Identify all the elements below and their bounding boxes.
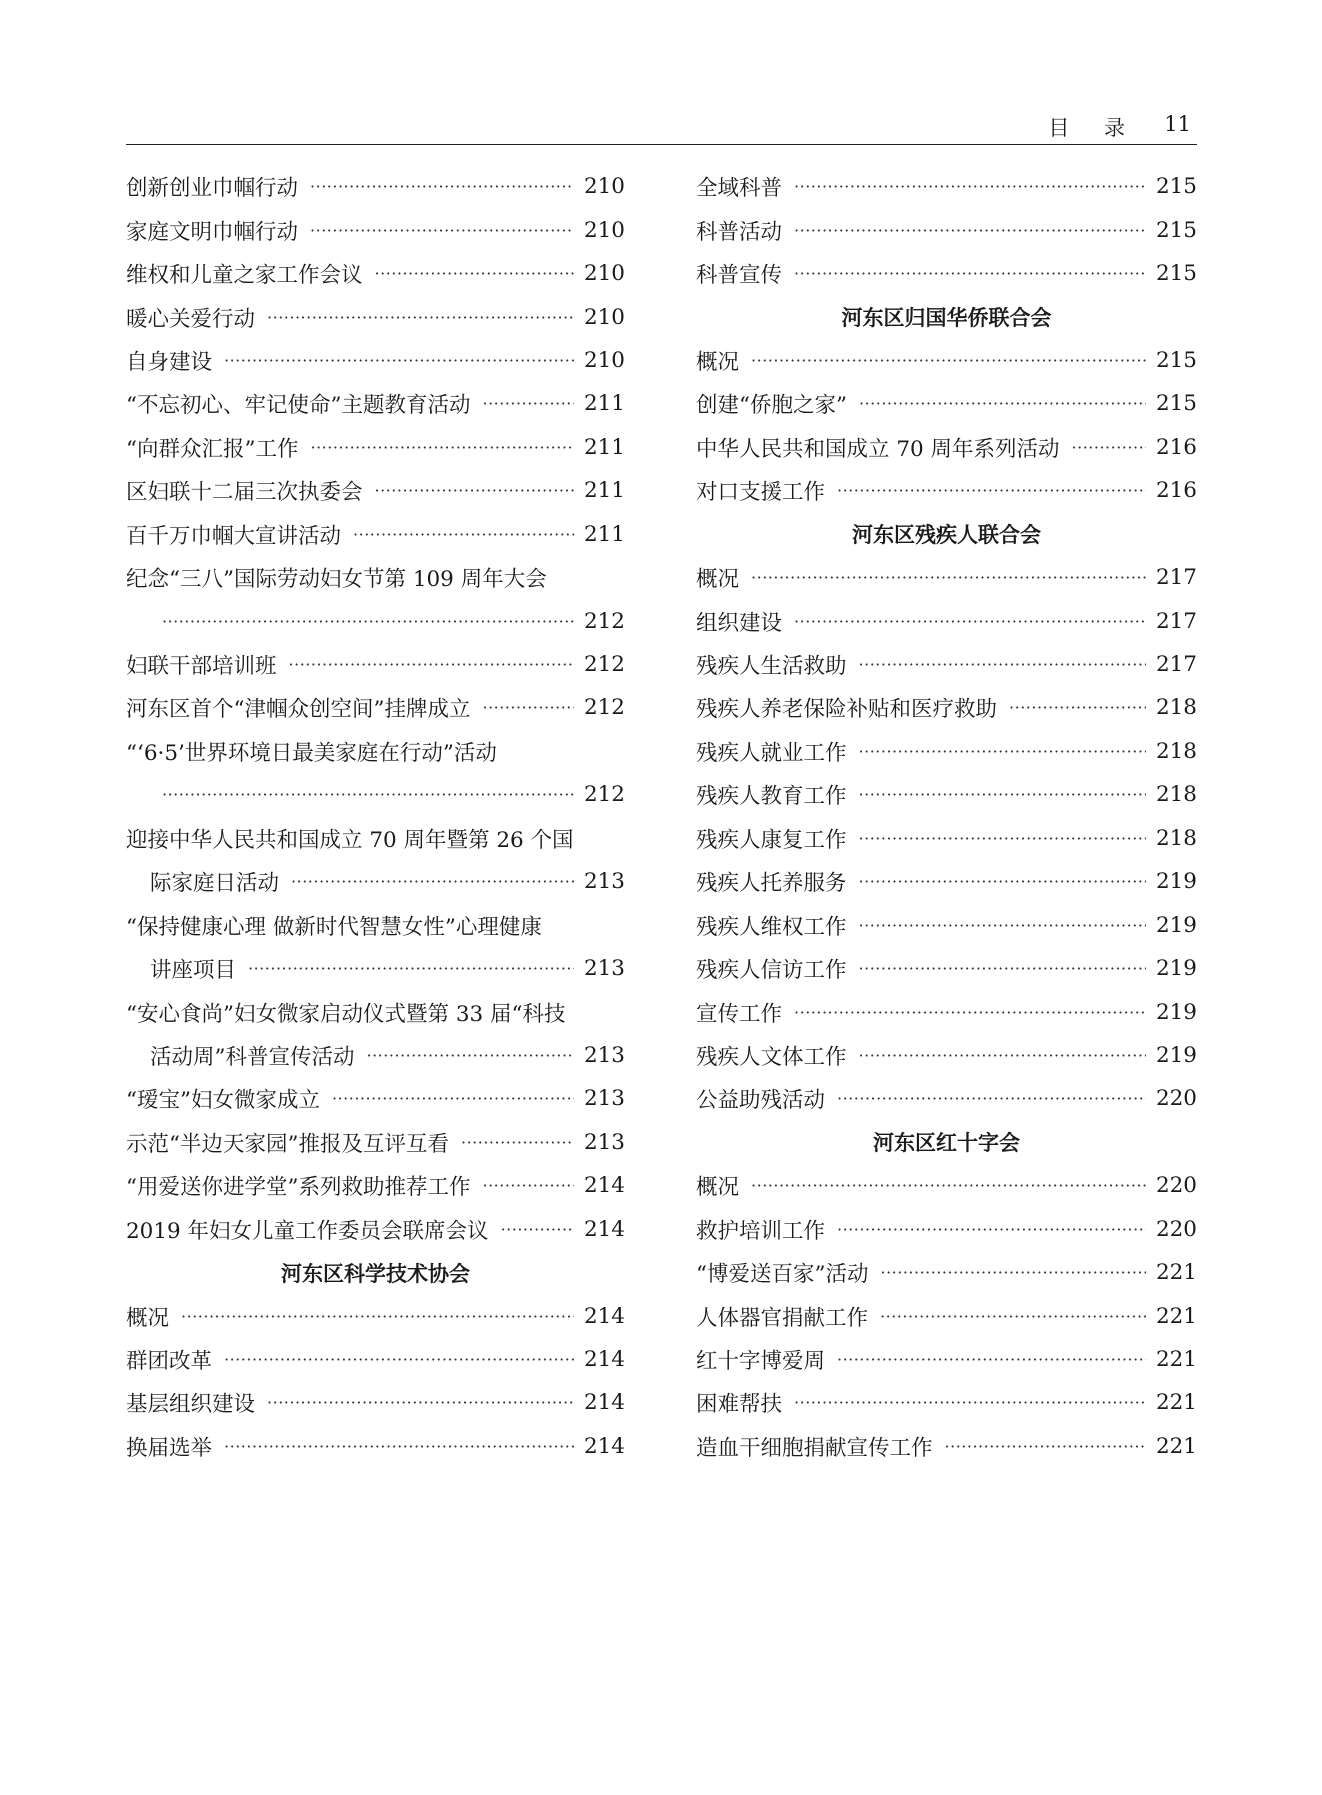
toc-entry[interactable] (126, 1381, 625, 1424)
toc-entry-title: 概况 (696, 567, 740, 593)
toc-page-number: 221 (1155, 1303, 1197, 1329)
toc-entry[interactable] (126, 382, 625, 425)
toc-page-number: 210 (583, 304, 625, 330)
toc-page-number: 215 (1155, 261, 1197, 287)
dot-leader (375, 264, 574, 283)
toc-entry[interactable] (126, 513, 625, 556)
dot-leader (332, 1089, 574, 1108)
toc-page-number: 219 (1155, 999, 1197, 1025)
toc-entry-title: 残疾人就业工作 (696, 740, 847, 766)
dot-leader (794, 1003, 1146, 1022)
toc-page-number: 215 (1155, 347, 1197, 373)
toc-entry-title: 残疾人信访工作 (696, 958, 847, 984)
toc-entry-title: 残疾人文体工作 (696, 1044, 847, 1070)
toc-page-number: 217 (1155, 565, 1197, 591)
header-page-number: 11 (1164, 112, 1191, 136)
toc-entry-title: 残疾人托养服务 (696, 871, 847, 897)
dot-leader (859, 742, 1146, 761)
toc-entry[interactable] (696, 426, 1197, 469)
toc-entry-title: 残疾人养老保险补贴和医疗救助 (696, 697, 998, 723)
toc-entry[interactable] (696, 1294, 1197, 1337)
toc-page-number: 217 (1155, 608, 1197, 634)
toc-entry-title: 全域科普 (696, 176, 783, 202)
toc-page-number: 210 (583, 347, 625, 373)
toc-page-number: 221 (1155, 1260, 1197, 1286)
toc-entry[interactable] (126, 295, 625, 338)
toc-entry[interactable] (126, 1425, 625, 1468)
toc-entry[interactable] (696, 686, 1197, 729)
toc-entry[interactable] (126, 1338, 625, 1381)
toc-column-right (696, 165, 1197, 1468)
toc-entry-title: 残疾人生活救助 (696, 654, 847, 680)
toc-entry-first-line[interactable] (126, 730, 625, 773)
toc-entry-title: 暖心关爱行动 (126, 306, 256, 332)
toc-page-number: 210 (583, 217, 625, 243)
dot-leader (1072, 438, 1146, 457)
dot-leader (859, 829, 1146, 848)
toc-entry-title: “保持健康心理 做新时代智慧女性”心理健康 (126, 914, 542, 940)
dot-leader (483, 1176, 574, 1195)
toc-section-heading (696, 295, 1197, 338)
toc-entry-title: “向群众汇报”工作 (126, 436, 299, 462)
dot-leader (794, 264, 1146, 283)
dot-leader (859, 655, 1146, 674)
toc-entry-title: 科普活动 (696, 219, 783, 245)
dot-leader (859, 959, 1146, 978)
toc-entry[interactable] (696, 990, 1197, 1033)
dot-leader (880, 1307, 1146, 1326)
toc-entry-title: 创新创业巾帼行动 (126, 176, 299, 202)
toc-page-number: 214 (583, 1433, 625, 1459)
section-title: 河东区归国华侨联合会 (841, 306, 1052, 331)
toc-entry[interactable] (696, 817, 1197, 860)
dot-leader (267, 1393, 574, 1412)
toc-entry-title: 迎接中华人民共和国成立 70 周年暨第 26 个国 (126, 827, 574, 853)
toc-entry[interactable] (696, 1208, 1197, 1251)
dot-leader (501, 1220, 574, 1239)
toc-entry[interactable] (126, 165, 625, 208)
dot-leader (859, 785, 1146, 804)
toc-entry[interactable] (126, 1121, 625, 1164)
toc-entry[interactable] (126, 469, 625, 512)
toc-page-number: 218 (1155, 825, 1197, 851)
toc-entry[interactable] (696, 165, 1197, 208)
toc-entry-title: “博爱送百家”活动 (696, 1262, 869, 1288)
toc-page-number: 221 (1155, 1347, 1197, 1373)
dot-leader (837, 1350, 1146, 1369)
dot-leader (461, 1133, 574, 1152)
dot-leader (310, 438, 573, 457)
toc-page-number: 211 (583, 391, 625, 417)
toc-entry-title: 2019 年妇女儿童工作委员会联席会议 (126, 1218, 489, 1244)
toc-entry-title: 纪念“三八”国际劳动妇女节第 109 周年大会 (126, 567, 547, 593)
page-header (126, 100, 1197, 145)
dot-leader (224, 1437, 574, 1456)
toc-section-heading (696, 1121, 1197, 1164)
dot-leader (880, 1263, 1145, 1282)
toc-page-number: 210 (583, 174, 625, 200)
toc-entry[interactable] (696, 339, 1197, 382)
dot-leader (794, 221, 1146, 240)
dot-leader (751, 1176, 1146, 1195)
dot-leader (483, 394, 574, 413)
dot-leader (794, 1393, 1146, 1412)
toc-page-number: 220 (1155, 1173, 1197, 1199)
section-title: 河东区残疾人联合会 (852, 523, 1041, 548)
toc-entry-title: 活动周”科普宣传活动 (150, 1044, 355, 1070)
toc-entry[interactable] (696, 1251, 1197, 1294)
toc-page-number: 214 (583, 1173, 625, 1199)
toc-entry[interactable] (696, 1338, 1197, 1381)
dot-leader (859, 394, 1146, 413)
dot-leader (837, 1220, 1146, 1239)
toc-entry[interactable] (696, 1381, 1197, 1424)
toc-entry-title: 组织建设 (696, 610, 783, 636)
toc-entry-title: 对口支援工作 (696, 480, 826, 506)
toc-entry-title: 公益助残活动 (696, 1088, 826, 1114)
toc-entry-first-line[interactable] (126, 990, 625, 1033)
toc-page-number: 211 (583, 521, 625, 547)
toc-entry[interactable] (696, 1077, 1197, 1120)
toc-entry[interactable] (696, 382, 1197, 425)
toc-entry-title: 困难帮扶 (696, 1392, 783, 1418)
toc-entry[interactable] (696, 730, 1197, 773)
toc-entry[interactable] (126, 252, 625, 295)
toc-entry-title: 创建“侨胞之家” (696, 393, 847, 419)
header-title: 目 录 (1048, 116, 1139, 140)
toc-entry[interactable] (126, 1034, 625, 1077)
toc-entry[interactable] (696, 556, 1197, 599)
toc-entry-title: 救护培训工作 (696, 1218, 826, 1244)
toc-entry[interactable] (696, 903, 1197, 946)
dot-leader (837, 1089, 1146, 1108)
toc-entry-title: 中华人民共和国成立 70 周年系列活动 (696, 436, 1060, 462)
toc-entry-title: “瑷宝”妇女微家成立 (126, 1088, 320, 1114)
toc-entry[interactable] (126, 1077, 625, 1120)
toc-entry[interactable] (126, 208, 625, 251)
toc-entry[interactable] (126, 1208, 625, 1251)
toc-entry-title: “‘6·5’世界环境日最美家庭在行动”活动 (126, 740, 497, 766)
dot-leader (289, 655, 574, 674)
dot-leader (483, 698, 574, 717)
toc-page-number: 213 (583, 956, 625, 982)
toc-entry-title: 讲座项目 (150, 958, 237, 984)
toc-page-number: 212 (583, 695, 625, 721)
toc-entry-first-line[interactable] (126, 556, 625, 599)
toc-entry[interactable] (126, 426, 625, 469)
toc-page-number: 218 (1155, 738, 1197, 764)
toc-entry-title: 科普宣传 (696, 263, 783, 289)
toc-entry-title: 概况 (126, 1305, 170, 1331)
toc-page-number: 216 (1155, 478, 1197, 504)
toc-page-number: 212 (583, 782, 625, 808)
dot-leader (794, 177, 1146, 196)
toc-entry[interactable] (696, 947, 1197, 990)
toc-page-number: 215 (1155, 391, 1197, 417)
dot-leader (751, 351, 1146, 370)
toc-entry-first-line[interactable] (126, 817, 625, 860)
section-title: 河东区科学技术协会 (281, 1261, 470, 1286)
dot-leader (375, 481, 574, 500)
toc-entry-title: 概况 (696, 1175, 740, 1201)
toc-page-number: 217 (1155, 652, 1197, 678)
toc-entry[interactable] (126, 860, 625, 903)
toc-page-number: 212 (583, 652, 625, 678)
toc-entry-title: “安心食尚”妇女微家启动仪式暨第 33 届“科技 (126, 1001, 566, 1027)
section-title: 河东区红十字会 (873, 1131, 1020, 1156)
toc-entry[interactable] (126, 643, 625, 686)
dot-leader (310, 221, 574, 240)
toc-page-number: 213 (583, 869, 625, 895)
toc-entry-title: 概况 (696, 349, 740, 375)
toc-entry-title: 示范“半边天家园”推报及互评互看 (126, 1131, 449, 1157)
dot-leader (859, 916, 1146, 935)
dot-leader (837, 481, 1146, 500)
toc-entry-title: 基层组织建设 (126, 1392, 256, 1418)
toc-page-number: 214 (583, 1347, 625, 1373)
dot-leader (162, 785, 574, 804)
toc-entry-title: 造血干细胞捐献宣传工作 (696, 1435, 933, 1461)
toc-entry[interactable] (696, 773, 1197, 816)
toc-entry[interactable] (126, 339, 625, 382)
toc-entry-title: 百千万巾帼大宣讲活动 (126, 523, 342, 549)
toc-entry[interactable] (696, 469, 1197, 512)
toc-entry-title: 区妇联十二届三次执委会 (126, 480, 363, 506)
toc-page-number: 211 (583, 478, 625, 504)
toc-entry[interactable] (126, 1164, 625, 1207)
dot-leader (248, 959, 574, 978)
toc-entry-title: 换届选举 (126, 1435, 213, 1461)
toc-entry[interactable] (696, 1164, 1197, 1207)
toc-entry[interactable] (126, 686, 625, 729)
toc-column-left (126, 165, 625, 1468)
dot-leader (859, 872, 1146, 891)
toc-entry[interactable] (696, 1425, 1197, 1468)
toc-entry-title: 维权和儿童之家工作会议 (126, 263, 363, 289)
toc-page-number: 221 (1155, 1433, 1197, 1459)
toc-entry-title: 宣传工作 (696, 1001, 783, 1027)
dot-leader (353, 525, 574, 544)
toc-entry-title: 红十字博爱周 (696, 1349, 826, 1375)
toc-entry[interactable] (126, 773, 625, 816)
dot-leader (1009, 698, 1146, 717)
toc-entry[interactable] (126, 947, 625, 990)
toc-entry-first-line[interactable] (126, 903, 625, 946)
toc-entry-title: 妇联干部培训班 (126, 654, 277, 680)
dot-leader (162, 612, 574, 631)
dot-leader (859, 1046, 1146, 1065)
dot-leader (367, 1046, 574, 1065)
toc-page-number: 210 (583, 261, 625, 287)
toc-entry-title: “用爱送你进学堂”系列救助推荐工作 (126, 1175, 471, 1201)
toc-entry-title: “不忘初心、牢记使命”主题教育活动 (126, 393, 471, 419)
toc-page-number: 220 (1155, 1216, 1197, 1242)
toc-entry[interactable] (696, 252, 1197, 295)
dot-leader (181, 1307, 574, 1326)
toc-page-number: 219 (1155, 956, 1197, 982)
toc-entry[interactable] (696, 1034, 1197, 1077)
toc-entry-title: 河东区首个“津帼众创空间”挂牌成立 (126, 697, 471, 723)
toc-page-number: 219 (1155, 869, 1197, 895)
toc-entry-title: 残疾人维权工作 (696, 914, 847, 940)
dot-leader (945, 1437, 1146, 1456)
toc-entry-title: 际家庭日活动 (150, 871, 280, 897)
toc-page-number: 219 (1155, 1042, 1197, 1068)
toc-entry[interactable] (696, 860, 1197, 903)
toc-entry[interactable] (696, 643, 1197, 686)
toc-page-number: 214 (583, 1216, 625, 1242)
dot-leader (310, 177, 574, 196)
toc-page-number: 215 (1155, 217, 1197, 243)
toc-page-number: 215 (1155, 174, 1197, 200)
toc-page-number: 214 (583, 1303, 625, 1329)
dot-leader (751, 568, 1146, 587)
dot-leader (267, 308, 574, 327)
toc-entry-title: 人体器官捐献工作 (696, 1305, 869, 1331)
toc-page-number: 214 (583, 1390, 625, 1416)
toc-entry-title: 残疾人教育工作 (696, 784, 847, 810)
toc-page-number: 216 (1155, 434, 1197, 460)
dot-leader (794, 612, 1146, 631)
dot-leader (224, 351, 574, 370)
toc-entry-title: 群团改革 (126, 1349, 213, 1375)
toc-page-number: 220 (1155, 1086, 1197, 1112)
toc-page-number: 212 (583, 608, 625, 634)
toc-page-number: 213 (583, 1129, 625, 1155)
toc-entry[interactable] (126, 1294, 625, 1337)
toc-page-number: 213 (583, 1042, 625, 1068)
toc-entry[interactable] (126, 599, 625, 642)
toc-page-number: 213 (583, 1086, 625, 1112)
dot-leader (224, 1350, 574, 1369)
toc-entry-title: 自身建设 (126, 349, 213, 375)
toc-page-number: 218 (1155, 695, 1197, 721)
dot-leader (291, 872, 574, 891)
toc-page-number: 211 (583, 434, 625, 460)
toc-entry[interactable] (696, 599, 1197, 642)
toc-section-heading (696, 513, 1197, 556)
toc-page-number: 221 (1155, 1390, 1197, 1416)
toc-page-number: 218 (1155, 782, 1197, 808)
toc-entry[interactable] (696, 208, 1197, 251)
toc-section-heading (126, 1251, 625, 1294)
toc-entry-title: 家庭文明巾帼行动 (126, 219, 299, 245)
toc-entry-title: 残疾人康复工作 (696, 827, 847, 853)
toc-page-number: 219 (1155, 912, 1197, 938)
